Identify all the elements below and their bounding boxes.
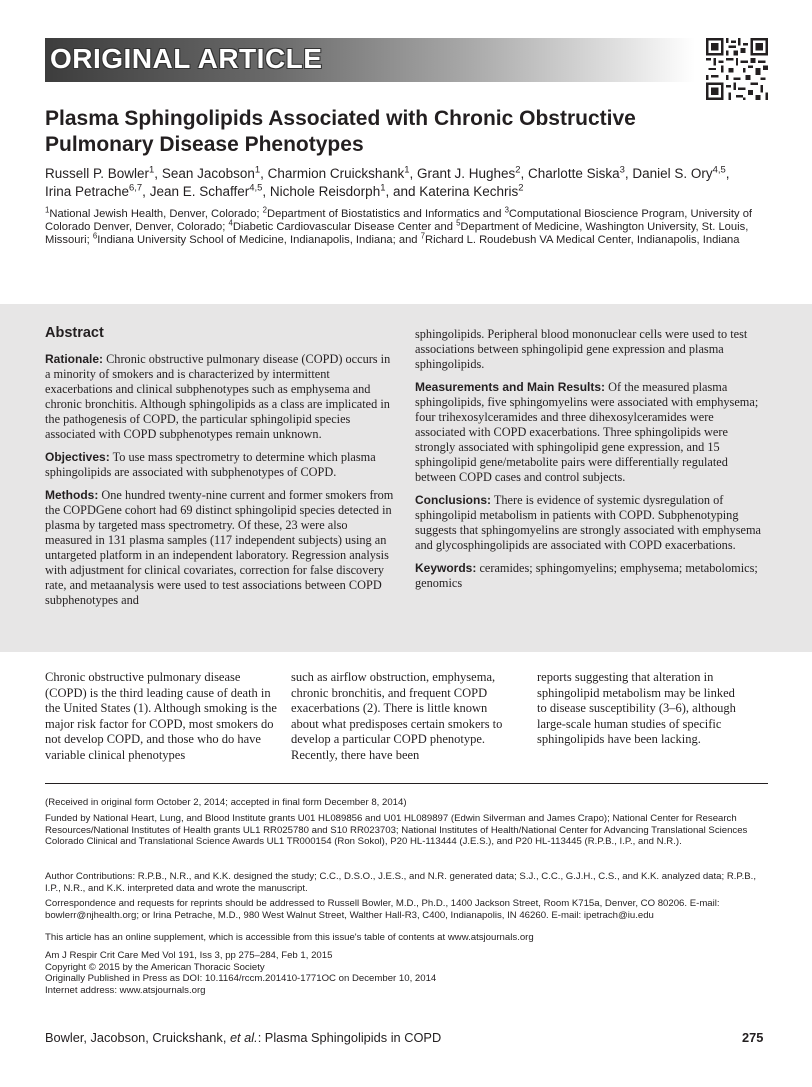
supplement-note: This article has an online supplement, which is accessible from this issue's table of contents at www.atsjournals.org xyxy=(45,932,534,943)
affiliations: $^1$National Jewish Health, Denver, Colorado; $^2$Department of Biostatistics and Informatics and $^3$Computational Bioscience Program, University of Colorado Denver, Denver, Colorado; $^4$Diabetic Cardiovascular Disease Center and $^5$Department of Medicine, Washington University, St. Louis, Missouri; $^6$Indiana University School of Medicine, Indianapolis, Indiana; and $^7$Richard L. Roudebush VA Medical Center, Indianapolis, Indiana xyxy=(45,205,753,246)
copyright: Copyright © 2015 by the American Thoracic Society xyxy=(45,961,265,973)
article-type-label: ORIGINAL ARTICLE xyxy=(50,43,323,74)
body-column-1: Chronic obstructive pulmonary disease (COPD) is the third leading cause of death in the United States (1). Although smoking is the major risk factor for COPD, most smokers do not develop COPD, and those who do have variable clinical phenotypes xyxy=(45,670,277,762)
abstract-right-column xyxy=(415,327,767,599)
author: Russell P. Bowler$^1$, xyxy=(45,164,162,181)
author-list xyxy=(45,165,765,201)
abstract-conclusions: Conclusions: There is evidence of systemic dysregulation of sphingolipid metabolism in patients with COPD. Subphenotyping suggests that sphingomyelins are strongly associated with emphysema and glycosphingolipids are associated with COPD exacerbations. xyxy=(415,493,761,552)
abstract-heading: Abstract xyxy=(45,325,104,341)
abstract-methods: Methods: One hundred twenty-nine current and former smokers from the COPDGene cohort had 69 distinct sphingolipid species detected in plasma by targeted mass spectrometry. Of these, 23 were also measured in 131 plasma samples (117 independent subjects) using an untargeted platform in an independent laboratory. Regression analysis with adjustment for clinical covariates, correction for false discovery rate, and metaanalysis were used to test associations between COPD subphenotypes and xyxy=(45,488,394,607)
correspondence-note: Correspondence and requests for reprints should be addressed to Russell Bowler, M.D., Ph.D., 1400 Jackson Street, Room K715a, Denver, CO 80206. E-mail: bowlerr@njhealth.org; or Irina Petrache, M.D., 980 West Walnut Street, Walther Hall-R3, C400, Indianapolis, IN 46260. E-mail: ipetrach@iu.edu xyxy=(45,898,720,921)
author: Katerina Kechris$^2$ xyxy=(419,182,524,199)
abstract-objectives: Objectives: To use mass spectrometry to determine which plasma sphingolipids are associated with subphenotypes of COPD. xyxy=(45,450,376,479)
page-number: 275 xyxy=(742,1030,764,1045)
abstract-left-column xyxy=(45,326,397,616)
author-contributions: Author Contributions: R.P.B., N.R., and K.K. designed the study; C.C., D.S.O., J.E.S., and N.R. generated data; S.J., C.C., G.J.H., C.S., and K.K. analyzed data; R.P.B., I.P., N.R., and K.K. interpreted data and wrote the manuscript. xyxy=(45,871,756,894)
citation: Am J Respir Crit Care Med Vol 191, Iss 3, pp 275–284, Feb 1, 2015 xyxy=(45,950,333,961)
received-dates: (Received in original form October 2, 2014; accepted in final form December 8, 2014) xyxy=(45,797,407,808)
abstract-keywords: Keywords: ceramides; sphingomyelins; emphysema; metabolomics; genomics xyxy=(415,561,758,590)
body-column-2: such as airflow obstruction, emphysema, chronic bronchitis, and frequent COPD exacerbations (2). There is little known about what predisposes certain smokers to develop a particular COPD phenotype. Recently, there have been xyxy=(291,670,503,762)
author: Daniel S. Ory$^{4,5}$, xyxy=(632,164,730,181)
running-footer: Bowler, Jacobson, Cruickshank, et al.: Plasma Sphingolipids in COPD xyxy=(45,1030,442,1045)
title-line-1: Plasma Sphingolipids Associated with Chronic Obstructive xyxy=(45,107,636,130)
author: Grant J. Hughes$^2$, xyxy=(416,164,529,181)
funding-note: Funded by National Heart, Lung, and Blood Institute grants U01 HL089856 and U01 HL089897 (Edwin Silverman and James Crapo); National Center for Research Resources/National Institutes of Health grants UL1 RR025780 and S10 RR023703; National Institutes of Health/National Center for Advancing Translational Sciences Colorado Clinical and Translational Science Awards UL1 TR000154 (Ron Sokol), P20 HL-113444 (J.E.S.), and P20 HL-113445 (R.P.B., I.P., and N.R.). xyxy=(45,813,748,848)
footnote-divider xyxy=(45,783,768,784)
author: Jean E. Schaffer$^{4,5}$, xyxy=(149,182,270,199)
author: Nichole Reisdorph$^1$, and xyxy=(269,182,420,199)
internet-address: Internet address: www.atsjournals.org xyxy=(45,985,206,997)
author: Sean Jacobson$^1$, xyxy=(161,164,268,181)
abstract-results: Measurements and Main Results: Of the measured plasma sphingolipids, five sphingomyelins were associated with emphysema; four trihexosylceramides and three dihexosylceramides were associated with COPD exacerbations. Three sphingolipids were strongly associated with sphingolipid gene expression, and 15 sphingolipid gene/metabolite pairs were differentially regulated between COPD cases and control subjects. xyxy=(415,380,759,484)
title-line-2: Pulmonary Disease Phenotypes xyxy=(45,133,364,156)
article-type-banner xyxy=(45,38,695,82)
author: Charmion Cruickshank$^1$, xyxy=(267,164,417,181)
body-column-3: reports suggesting that alteration in sphingolipid metabolism may be linked to disease susceptibility (3–6), although large-scale human studies of specific sphingolipids have been lacking. xyxy=(537,670,736,746)
abstract-methods-continued: sphingolipids. Peripheral blood mononuclear cells were used to test associations between sphingolipid gene expression and plasma sphingolipids. xyxy=(415,327,748,371)
qr-code-icon[interactable] xyxy=(706,38,768,100)
article-title xyxy=(45,106,745,158)
author: Irina Petrache$^{6,7}$, xyxy=(45,182,150,199)
doi-note: Originally Published in Press as DOI: 10.1164/rccm.201410-1771OC on December 10, 2014 xyxy=(45,973,437,985)
publication-info xyxy=(45,950,770,997)
abstract-rationale: Rationale: Chronic obstructive pulmonary disease (COPD) occurs in a minority of smokers and is characterized by intermittent exacerbations and clinical subphenotypes such as emphysema and chronic bronchitis. Although sphingolipids as a class are implicated in the pathogenesis of COPD, the particular sphingolipid species associated with COPD subphenotypes remain unknown. xyxy=(45,352,391,441)
author: Charlotte Siska$^3$, xyxy=(528,164,633,181)
